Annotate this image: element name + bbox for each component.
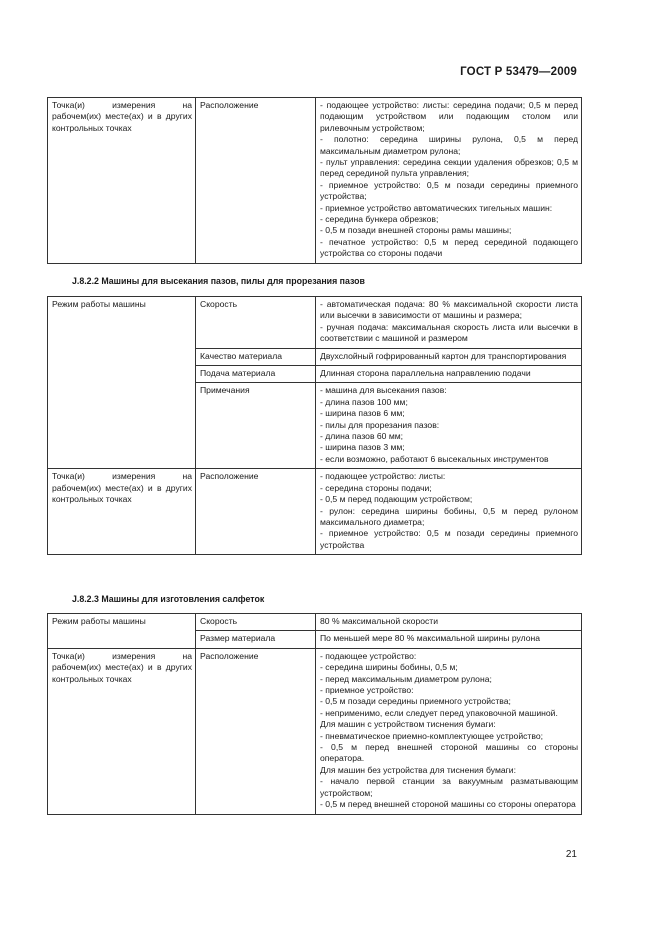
list-item: Для машин без устройства для тиснения бумаги:	[320, 764, 516, 775]
list-item: - 0,5 м позади середины приемного устройства;	[320, 696, 511, 707]
list-item: - 0,5 м перед внешней стороной машины со стороны оператора	[320, 799, 576, 810]
list-item: - приемное устройство: 0,5 м позади середины приемного устройства	[320, 528, 578, 550]
speed-list	[316, 297, 582, 349]
row-label-operating-mode: Режим работы машины	[48, 614, 196, 649]
row-label-operating-mode: Режим работы машины	[48, 297, 196, 469]
list-item: - полотно: середина ширины рулона, 0,5 м перед максимальным диаметром рулона;	[320, 134, 578, 156]
material-feed-value: Длинная сторона параллельна направлению подачи	[316, 366, 582, 383]
location-list	[316, 648, 582, 814]
list-item: - 0,5 м позади внешней стороны рамы машины;	[320, 225, 512, 236]
list-item: - середина стороны подачи;	[320, 482, 432, 493]
list-item: - длина пазов 100 мм;	[320, 396, 408, 407]
list-item: - если возможно, работают 6 высекальных инструментов	[320, 453, 549, 464]
material-quality-value: Двухслойный гофрированный картон для транспортирования	[316, 348, 582, 365]
row-sublabel-material-quality: Качество материала	[196, 348, 316, 365]
row-sublabel-material-size: Размер материала	[196, 631, 316, 648]
list-item: - перед максимальным диаметром рулона;	[320, 673, 492, 684]
list-item: - рулон: середина ширины бобины, 0,5 м перед рулоном максимального диаметра;	[320, 505, 578, 527]
material-size-value: По меньшей мере 80 % максимальной ширины рулона	[316, 631, 582, 648]
table-row	[48, 614, 582, 631]
list-item: - длина пазов 60 мм;	[320, 431, 404, 442]
list-item: - подающее устройство: листы:	[320, 471, 446, 482]
list-item: - неприменимо, если следует перед упаковочной машиной.	[320, 707, 558, 718]
speed-value: 80 % максимальной скорости	[316, 614, 582, 631]
standard-number: ГОСТ Р 53479—2009	[460, 66, 577, 78]
list-item: - 0,5 м перед внешней стороной машины со стороны оператора.	[320, 742, 578, 764]
list-item: - ручная подача: максимальная скорость листа или высечки в соответствии с машиной и размером	[320, 321, 578, 344]
list-item: - пневматическое приемно-комплектующее устройство;	[320, 730, 544, 741]
table-row	[48, 98, 582, 264]
list-item: - ширина пазов 6 мм;	[320, 408, 405, 419]
row-sublabel-material-feed: Подача материала	[196, 366, 316, 383]
list-item: - подающее устройство:	[320, 650, 417, 661]
table-row	[48, 648, 582, 814]
notes-list	[316, 383, 582, 469]
list-item: - печатное устройство: 0,5 м перед серединой подающего устройства со стороны подачи	[320, 236, 578, 259]
list-item: - приемное устройство:	[320, 685, 414, 696]
row-sublabel-notes: Примечания	[196, 383, 316, 469]
row-sublabel-location: Расположение	[196, 98, 316, 264]
row-label-measurement-points: Точка(и) измерения на рабочем(их) месте(ах) и в других контрольных точках	[48, 469, 196, 555]
table-slotting-machines	[47, 296, 582, 555]
list-item: - приемное устройство: 0,5 м позади середины приемного устройства;	[320, 179, 578, 202]
list-item: - пульт управления: середина секции удаления обрезков; 0,5 м перед серединой пульта управления;	[320, 157, 578, 179]
list-item: - автоматическая подача: 80 % максимальной скорости листа или высечки в зависимости от машины и размера;	[320, 299, 578, 321]
table-row	[48, 297, 582, 349]
list-item: Для машин с устройством тиснения бумаги:	[320, 719, 496, 730]
row-sublabel-location: Расположение	[196, 648, 316, 814]
row-sublabel-speed: Скорость	[196, 297, 316, 349]
list-item: - ширина пазов 3 мм;	[320, 442, 405, 453]
list-item: - середина бункера обрезков;	[320, 214, 439, 225]
row-label-measurement-points: Точка(и) измерения на рабочем(их) месте(ах) и в других контрольных точках	[48, 98, 196, 264]
list-item: - середина ширины бобины, 0,5 м;	[320, 662, 458, 673]
location-list	[316, 469, 582, 555]
location-list	[316, 98, 582, 264]
table-napkin-machines	[47, 613, 582, 815]
section-heading-j823: J.8.2.3 Машины для изготовления салфеток	[72, 594, 265, 604]
list-item: - начало первой станции за вакуумным разматывающим устройством;	[320, 776, 578, 798]
row-sublabel-speed: Скорость	[196, 614, 316, 631]
table-measurement-points-1	[47, 97, 582, 264]
list-item: - приемное устройство автоматических тигельных машин:	[320, 202, 553, 213]
list-item: - пилы для прорезания пазов:	[320, 419, 440, 430]
row-label-measurement-points: Точка(и) измерения на рабочем(их) месте(ах) и в других контрольных точках	[48, 648, 196, 814]
row-sublabel-location: Расположение	[196, 469, 316, 555]
section-heading-j822: J.8.2.2 Машины для высекания пазов, пилы для прорезания пазов	[72, 276, 365, 286]
list-item: - машина для высекания пазов:	[320, 385, 447, 396]
table-row	[48, 469, 582, 555]
list-item: - подающее устройство: листы: середина подачи; 0,5 м перед подающим устройством или подающим столом или рилевочным устройством;	[320, 100, 578, 133]
list-item: - 0,5 м перед подающим устройством;	[320, 494, 473, 505]
page-number: 21	[565, 849, 577, 860]
